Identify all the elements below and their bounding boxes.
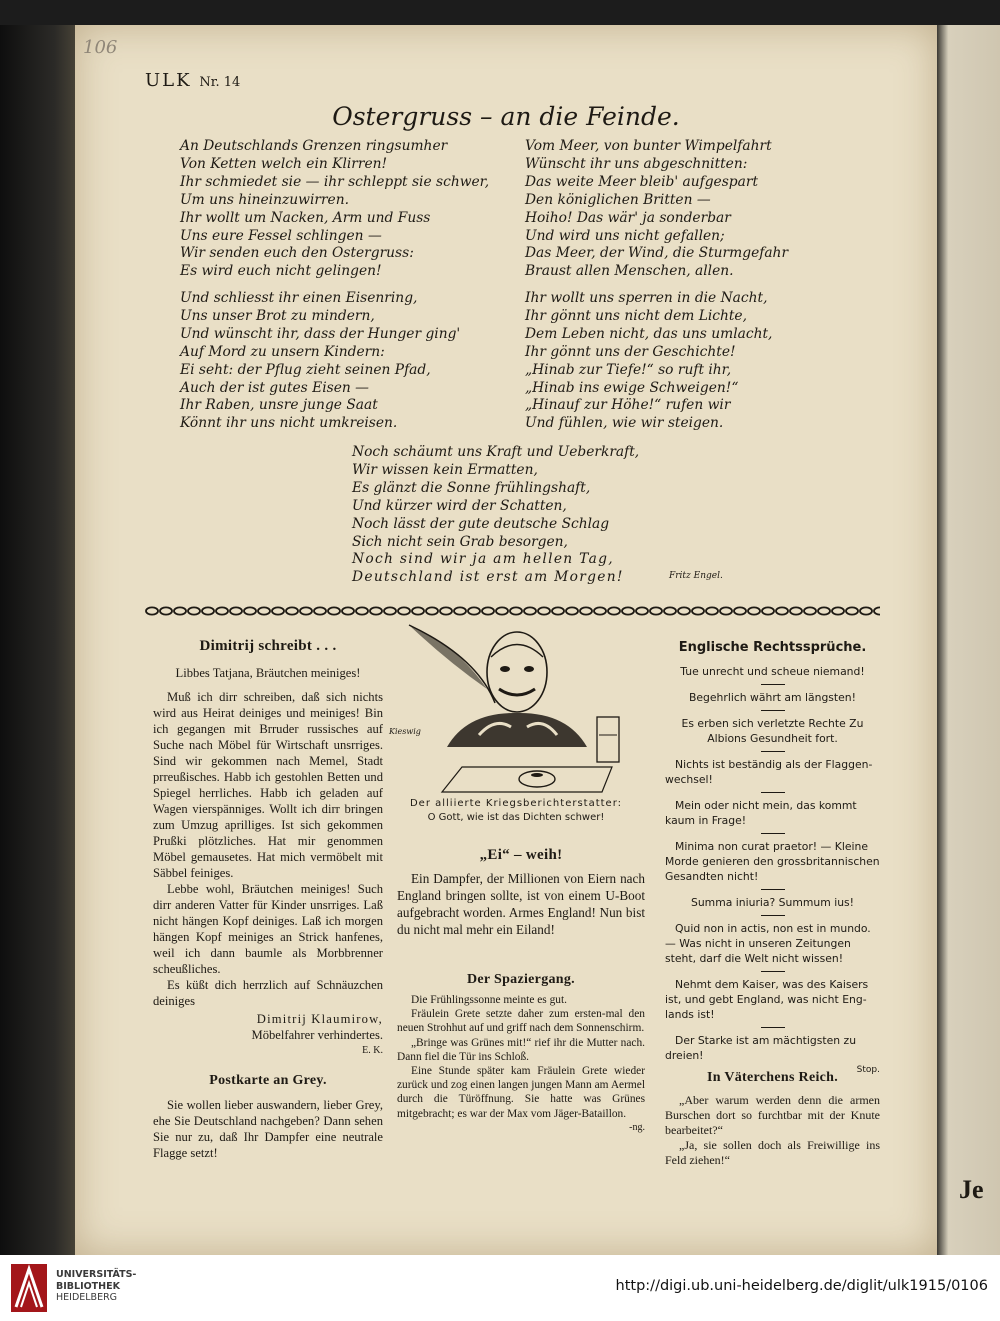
spaziergang-paragraph: Die Frühlingssonne meinte es gut. <box>411 994 567 1006</box>
vaeterchen-body <box>665 1093 880 1168</box>
poem-line: Wünscht ihr uns abgeschnitten: <box>525 155 748 172</box>
poem-right-stanza-1 <box>525 138 788 281</box>
cartoon-caption-line: Der alliierte Kriegsberichterstatter: <box>409 798 623 809</box>
library-logo-icon <box>10 1263 48 1313</box>
spaziergang-paragraph: Fräulein Grete setzte daher zum ersten-mal den neuen Strohhut auf und griff nach dem Sonnenschirm. <box>397 1008 645 1035</box>
vaeterchen-answer: „Ja, sie sollen doch als Freiwillige ins Feld ziehen!“ <box>665 1138 880 1167</box>
rechtsprueche-author: Stop. <box>856 1065 880 1075</box>
poem-line: Uns eure Fessel schlingen — <box>180 227 382 244</box>
library-name-line: HEIDELBERG <box>56 1292 118 1303</box>
poem-line: Und kürzer wird der Schatten, <box>352 497 567 514</box>
postkarte-body <box>153 1097 383 1161</box>
poem-line: Und fühlen, wie wir steigen. <box>525 415 724 432</box>
separator <box>761 710 785 711</box>
spaziergang-title: Der Spaziergang. <box>467 972 575 987</box>
next-page-edge <box>937 25 1000 1255</box>
corner-pencil-mark: 106 <box>83 37 118 58</box>
poem-line: Vom Meer, von bunter Wimpelfahrt <box>525 138 772 154</box>
poem-line: „Hinab zur Tiefe!“ so ruft ihr, <box>525 361 732 378</box>
chain-border <box>145 602 880 614</box>
poem-line: Ihr Raben, unsre junge Saat <box>180 397 378 414</box>
dimitrij-signature-role: Möbelfahrer verhindertes. <box>251 1028 383 1042</box>
source-url[interactable]: http://digi.ub.uni-heidelberg.de/diglit/ulk1915/0106 <box>615 1278 988 1294</box>
dimitrij-title: Dimitrij schreibt . . . <box>199 638 337 654</box>
poem-title: Ostergruss – an die Feinde. <box>332 102 680 131</box>
rechtsspruch-item: Nichts ist beständig als der Flaggen-wechsel! <box>665 758 873 786</box>
rechtsspruch-item: Es erben sich verletzte Rechte Zu Albions Gesundheit fort. <box>681 717 864 745</box>
poem-left-stanza-2 <box>180 290 460 433</box>
newspaper-page <box>75 25 937 1255</box>
ei-weih-text: Ein Dampfer, der Millionen von Eiern nach England bringen sollte, ist von einem U-Boot aufgebracht worden. Armes England! Nun bist du nicht mal mehr ein Eiland! <box>397 871 645 937</box>
rechtsprueche-title: Englische Rechtssprüche. <box>678 640 867 655</box>
poem-line: Wir senden euch den Ostergruss: <box>180 245 414 262</box>
spaziergang-paragraph: „Bringe was Grünes mit!“ rief ihr die Mutter nach. Dann fiel die Tür ins Schloß. <box>397 1036 645 1063</box>
rechtsspruch-item: Mein oder nicht mein, das kommt kaum in Frage! <box>665 799 857 827</box>
poem-line: Es glänzt die Sonne frühlingshaft, <box>352 479 591 496</box>
poem-line: Und wird uns nicht gefallen; <box>525 227 725 244</box>
dimitrij-initials: E. K. <box>362 1045 383 1056</box>
postkarte-title: Postkarte an Grey. <box>209 1073 327 1088</box>
rechtsprueche-list <box>665 664 880 1078</box>
poem-line: Uns unser Brot zu mindern, <box>180 307 375 324</box>
poem-line: Braust allen Menschen, allen. <box>525 263 734 280</box>
rechtsspruch-item: Quid non in actis, non est in mundo. — Was nicht in unseren Zeitungen steht, darf die Welt nicht wissen! <box>665 922 871 965</box>
postkarte-text: Sie wollen lieber auswandern, lieber Grey, ehe Sie Deutschland nachgeben? Dann sehen Sie nur zu, daß Ihr Dampfer eine neutrale Flagge setzt! <box>153 1098 383 1160</box>
next-page-fragment: Je <box>959 1175 984 1204</box>
poem-line: Den königlichen Britten — <box>525 191 711 208</box>
poem-line: Deutschland ist erst am Morgen! <box>352 569 624 586</box>
poem-line: Ihr wollt um Nacken, Arm und Fuss <box>180 209 431 226</box>
poem-line: An Deutschlands Grenzen ringsumher <box>180 138 448 154</box>
poem-line: Es wird euch nicht gelingen! <box>180 263 382 280</box>
poem-line: Wir wissen kein Ermatten, <box>352 461 538 478</box>
spaziergang-initials: -ng. <box>629 1121 645 1133</box>
rechtsspruch-item: Der Starke ist am mächtigsten zu dreien! <box>665 1034 857 1062</box>
poem-line: Noch lässt der gute deutsche Schlag <box>352 515 610 532</box>
rechtsspruch-item: Begehrlich währt am längsten! <box>689 691 856 704</box>
footer-bar <box>0 1255 1000 1321</box>
poem-line: Auf Mord zu unsern Kindern: <box>180 343 385 360</box>
poem-line: Ihr schmiedet sie — ihr schleppt sie schwer, <box>180 173 490 190</box>
rechtsspruch-item: Tue unrecht und scheue niemand! <box>680 665 865 678</box>
poem-line: Sich nicht sein Grab besorgen, <box>352 533 568 550</box>
page-header-title <box>145 70 240 91</box>
dimitrij-paragraph: Muß ich dirr schreiben, daß sich nichts wird aus Heirat deiniges und meiniges! Bin ich gegangen mit Brruder russisches auf Suche nach Möbel für Wirtschaft unsrriges. Sind wir gekommen nach Memel, Stadt prreußisches. Habb ich gestohlen Betten und Spiegel herrliches. Habb ich geladen auf Wagen vierspänniges. Wollt ich dirr bringen zum Umzug aprilliges. Ist sich gekommen Prußki plötzliches. Hat mir genommen Möbel gemausetes. Hat mich vermöbelt mit Säbbel feiniges. <box>153 690 383 880</box>
poem-line: Ihr wollt uns sperren in die Nacht, <box>525 290 768 306</box>
vaeterchen-question: „Aber warum werden denn die armen Burschen dort so furchtbar mit der Knute bearbeitet?“ <box>665 1093 880 1137</box>
book-gutter <box>0 25 78 1255</box>
poem-line: Und wünscht ihr, dass der Hunger ging' <box>180 325 461 342</box>
poem-line: Noch schäumt uns Kraft und Ueberkraft, <box>352 444 640 460</box>
poem-line: „Hinauf zur Höhe!“ rufen wir <box>525 397 731 414</box>
separator <box>761 792 785 793</box>
library-name-line: UNIVERSITÄTS- <box>56 1269 137 1280</box>
library-name-line: BIBLIOTHEK <box>56 1280 120 1292</box>
poem-line: Das Meer, der Wind, die Sturmgefahr <box>525 245 789 262</box>
rechtsspruch-item: Summa iniuria? Summum ius! <box>690 896 854 909</box>
poem-left-stanza-1 <box>180 138 489 281</box>
dimitrij-signature-name: Dimitrij Klaumirow, <box>256 1012 383 1026</box>
spaziergang-body <box>397 993 645 1135</box>
issue-number: Nr. 14 <box>199 75 241 90</box>
vaeterchen-title: In Väterchens Reich. <box>706 1070 839 1085</box>
poem-line: Ei seht: der Pflug zieht seinen Pfad, <box>180 361 431 378</box>
dimitrij-body <box>153 689 383 1059</box>
rechtsspruch-item: Nehmt dem Kaiser, was des Kaisers ist, und gebt England, was nicht Eng-lands ist! <box>665 978 869 1021</box>
poem-line: Von Ketten welch ein Klirren! <box>180 155 388 172</box>
poem-right-stanza-2 <box>525 290 772 433</box>
spaziergang-paragraph: Eine Stunde später kam Fräulein Grete wieder zurück und zog einen langen jungen Mann am Aermel durch die Türöffnung. Sie hatte was Grünes mitgebracht; es war der Max vom Jäger-Bataillon. <box>397 1065 645 1120</box>
dimitrij-paragraph: Es küßt dich herrzlich auf Schnäuzchen deiniges <box>153 978 383 1008</box>
separator <box>761 915 785 916</box>
poem-line: Und schliesst ihr einen Eisenring, <box>180 290 418 306</box>
poem-line: Um uns hineinzuwirren. <box>180 191 349 208</box>
separator <box>761 971 785 972</box>
dimitrij-paragraph: Lebbe wohl, Bräutchen meiniges! Such dirr anderen Vatter für Kinder unsrriges. Laß nicht hängen Kopf deiniges. Laß ich morgen hängen Kopf meiniges an Strick hanfenes, weil ich dann baumle als Morbbrenner scheußliches. <box>153 882 383 976</box>
ei-weih-title: „Ei“ – weih! <box>479 847 563 863</box>
separator <box>761 889 785 890</box>
poem-line: Noch sind wir ja am hellen Tag, <box>352 551 614 568</box>
separator <box>761 751 785 752</box>
poem-line: Ihr gönnt uns der Geschichte! <box>525 343 736 360</box>
separator <box>761 1027 785 1028</box>
rechtsspruch-item: Minima non curat praetor! — Kleine Morde genieren den grossbritannischen Gesandten nicht! <box>665 840 880 883</box>
separator <box>761 684 785 685</box>
poem-author: Fritz Engel. <box>669 571 723 581</box>
cartoon-signature: Kieswig <box>389 727 421 736</box>
poem-line: Hoiho! Das wär' ja sonderbar <box>525 209 731 226</box>
poem-line: Auch der ist gutes Eisen — <box>180 379 369 396</box>
separator <box>761 833 785 834</box>
cartoon-caption <box>387 797 645 825</box>
poem-line: Dem Leben nicht, das uns umlacht, <box>525 325 773 342</box>
poem-line: Ihr gönnt uns nicht dem Lichte, <box>525 307 747 324</box>
cartoon-illustration <box>387 617 645 797</box>
poem-final-stanza <box>352 444 639 587</box>
poem-line: Könnt ihr uns nicht umkreisen. <box>180 415 398 432</box>
magazine-title: ULK <box>145 70 192 91</box>
library-name <box>56 1269 136 1304</box>
poem-line: „Hinab ins ewige Schweigen!“ <box>525 379 739 396</box>
ei-weih-body <box>397 870 645 938</box>
cartoon-caption-line: O Gott, wie ist das Dichten schwer! <box>427 812 605 823</box>
dimitrij-salutation: Libbes Tatjana, Bräutchen meiniges! <box>175 666 361 680</box>
poem-line: Das weite Meer bleib' aufgespart <box>525 173 758 190</box>
